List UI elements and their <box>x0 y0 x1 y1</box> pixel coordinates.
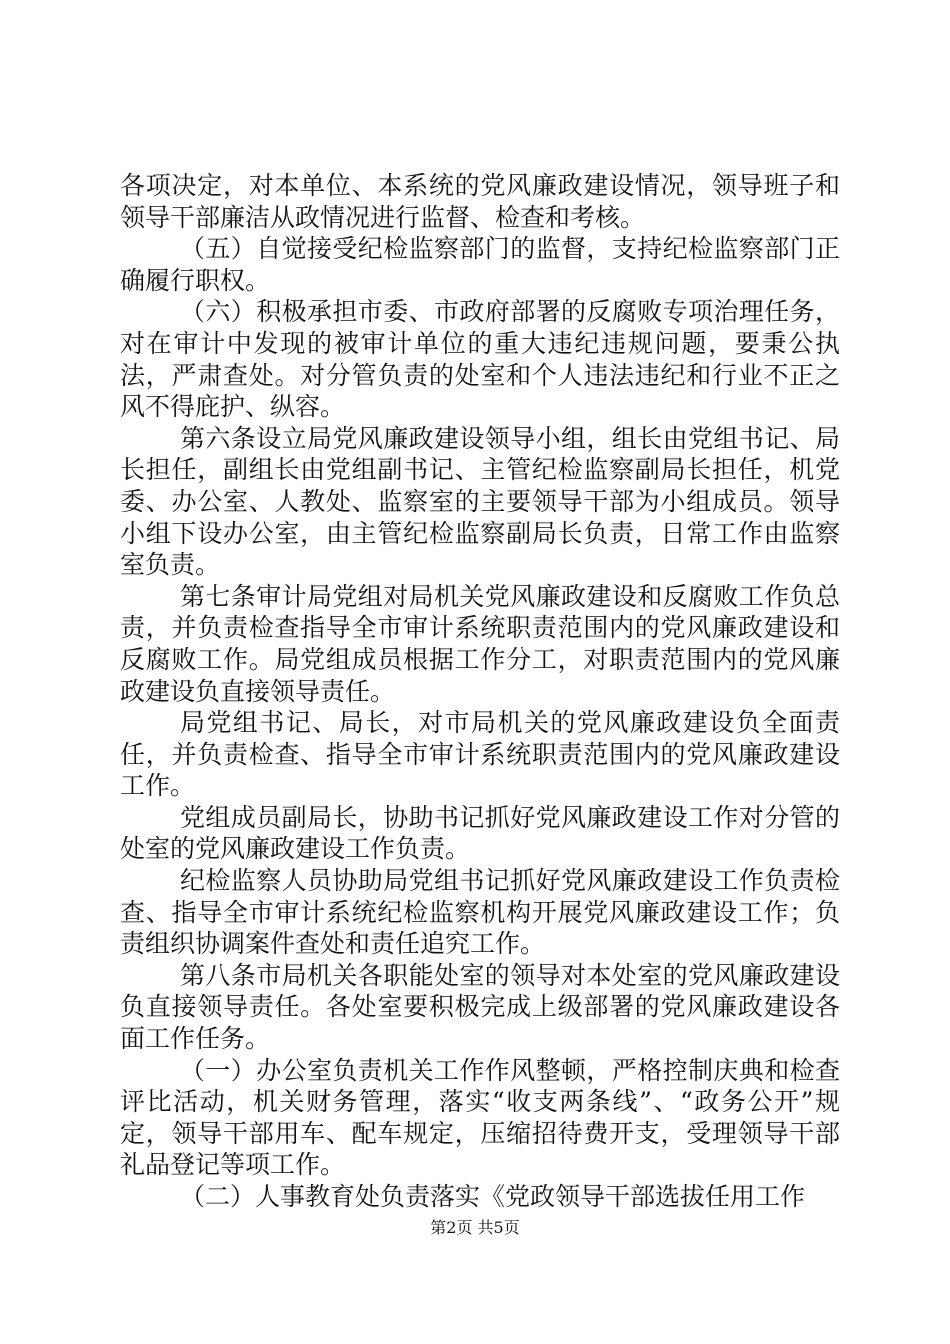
paragraph-11: （二）人事教育处负责落实《党政领导干部选拔任用工作 <box>180 1182 806 1211</box>
paragraph-8: 纪检监察人员协助局党组书记抓好党风廉政建设工作负责检查、指导全市审计系统纪检监察机构开展党风廉政建设工作；负责组织协调案件查处和责任追究工作。 <box>120 866 840 959</box>
document-body <box>120 170 840 1213</box>
paragraph-7: 党组成员副局长，协助书记抓好党风廉政建设工作对分管的处室的党风廉政建设工作负责。 <box>120 802 840 864</box>
page-number-footer: 第2页 共5页 <box>430 1218 520 1237</box>
paragraph-3: （六）积极承担市委、市政府部署的反腐败专项治理任务，对在审计中发现的被审计单位的重大违纪违规问题，要秉公执法，严肃查处。对分管负责的处室和个人违法违纪和行业不正之风不得庇护、纵容。 <box>120 297 840 422</box>
paragraph-5: 第七条审计局党组对局机关党风廉政建设和反腐败工作负总责，并负责检查指导全市审计系统职责范围内的党风廉政建设和反腐败工作。局党组成员根据工作分工，对职责范围内的党风廉政建设负直接领导责任。 <box>120 581 840 706</box>
paragraph-2: （五）自觉接受纪检监察部门的监督，支持纪检监察部门正确履行职权。 <box>120 234 840 295</box>
paragraph-6: 局党组书记、局长，对市局机关的党风廉政建设负全面责任，并负责检查、指导全市审计系统职责范围内的党风廉政建设工作。 <box>120 708 840 801</box>
paragraph-4: 第六条设立局党风廉政建设领导小组，组长由党组书记、局长担任，副组长由党组副书记、主管纪检监察副局长担任，机党委、办公室、人教处、监察室的主要领导干部为小组成员。领导小组下设办公室，由主管纪检监察副局长负责，日常工作由监察室负责。 <box>120 423 840 580</box>
paragraph-1: 各项决定，对本单位、本系统的党风廉政建设情况，领导班子和领导干部廉洁从政情况进行监督、检查和考核。 <box>120 171 840 232</box>
paragraph-10: （一）办公室负责机关工作作风整顿，严格控制庆典和检查评比活动，机关财务管理，落实“收支两条线”、“政务公开”规定，领导干部用车、配车规定，压缩招待费开支，受理领导干部礼品登记等项工作。 <box>120 1055 840 1180</box>
paragraph-9: 第八条市局机关各职能处室的领导对本处室的党风廉政建设负直接领导责任。各处室要积极完成上级部署的党风廉政建设各面工作任务。 <box>120 960 840 1054</box>
